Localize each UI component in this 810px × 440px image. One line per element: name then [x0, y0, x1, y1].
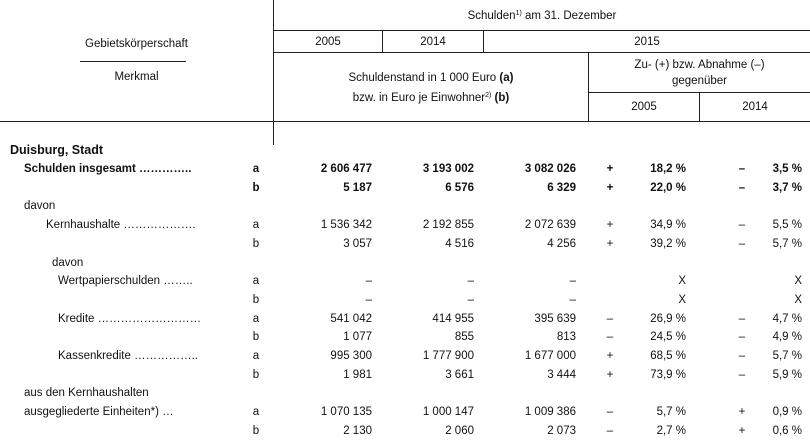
cell-2015: – [569, 275, 576, 287]
sign-vs-2005: + [606, 350, 614, 362]
row-indicator: b [252, 369, 260, 381]
pct-vs-2014: 0,9 % [772, 406, 802, 418]
sign-vs-2014: – [738, 313, 746, 325]
row-indicator: a [252, 219, 260, 231]
header-cmp-2005: 2005 [631, 101, 657, 113]
sign-vs-2014: – [738, 219, 746, 231]
header-rule [273, 52, 810, 53]
header-debt-title [274, 9, 810, 23]
pct-vs-2005: 39,2 % [650, 238, 686, 250]
cell-2014: – [467, 275, 474, 287]
sign-vs-2005: – [606, 425, 614, 437]
cell-2015: 1 677 000 [524, 350, 576, 362]
pct-vs-2014: 5,7 % [772, 238, 802, 250]
header-stand-line1 [274, 71, 588, 85]
pct-vs-2005: 18,2 % [650, 163, 686, 175]
cell-2005: 2 130 [343, 425, 372, 437]
cell-2005: 1 981 [343, 369, 372, 381]
cell-2005: 5 187 [343, 182, 372, 194]
pct-vs-2014: X [794, 294, 802, 306]
sign-vs-2014: – [738, 163, 746, 175]
row-indicator: b [252, 238, 260, 250]
row-label: Kassenkredite …………….. [58, 350, 198, 362]
cell-2014: 3 661 [445, 369, 474, 381]
pct-vs-2014: 0,6 % [772, 425, 802, 437]
pct-vs-2005: 34,9 % [650, 219, 686, 231]
cell-2005: 995 300 [330, 350, 372, 362]
pct-vs-2014: 4,7 % [772, 313, 802, 325]
cell-2005: 1 536 342 [320, 219, 372, 231]
footnote-marker: 1) [515, 10, 522, 17]
cell-2014: 2 060 [445, 425, 474, 437]
pct-vs-2005: 68,5 % [650, 350, 686, 362]
row-indicator: a [252, 406, 260, 418]
header-debt-rest: am 31. Dezember [521, 10, 617, 22]
pct-vs-2014: 4,9 % [772, 331, 802, 343]
header-merkmal: Merkmal [114, 71, 159, 83]
header-rule [273, 30, 810, 31]
header-year-2014: 2014 [420, 36, 446, 48]
cell-2015: – [569, 294, 576, 306]
cell-2005: 1 070 135 [320, 406, 372, 418]
cell-2014: 855 [454, 331, 474, 343]
row-label: Kernhaushalte ………………. [46, 219, 196, 231]
cell-2005: 541 042 [330, 313, 372, 325]
row-indicator: b [252, 294, 260, 306]
pct-vs-2005: X [678, 275, 686, 287]
cell-2014: 1 000 147 [422, 406, 474, 418]
row-label: Schulden insgesamt ………….. [24, 163, 192, 175]
pct-vs-2005: 73,9 % [650, 369, 686, 381]
cell-2015: 1 009 386 [524, 406, 576, 418]
cell-2014: 1 777 900 [422, 350, 474, 362]
stand-b: (b) [491, 92, 510, 104]
header-change-line1: Zu- (+) bzw. Abnahme (–) [634, 59, 765, 71]
pct-vs-2014: X [794, 275, 802, 287]
cell-2014: 4 516 [445, 238, 474, 250]
header-rule [0, 121, 810, 122]
header-year-2015: 2015 [634, 36, 660, 48]
row-label: davon [52, 257, 84, 269]
sign-vs-2005: – [606, 331, 614, 343]
header-stand-line2 [274, 91, 588, 105]
cell-2014: 3 193 002 [422, 163, 474, 175]
pct-vs-2014: 3,5 % [772, 163, 802, 175]
pct-vs-2014: 5,5 % [772, 219, 802, 231]
row-label: ausgegliederte Einheiten*) … [24, 406, 174, 418]
sign-vs-2005: + [606, 369, 614, 381]
pct-vs-2005: 26,9 % [650, 313, 686, 325]
sign-vs-2014: – [738, 238, 746, 250]
row-label: Wertpapierschulden …….. [58, 275, 193, 287]
sign-vs-2014: – [738, 369, 746, 381]
stand-text: Schuldenstand in 1 000 Euro [348, 72, 500, 84]
cell-2015: 2 072 639 [524, 219, 576, 231]
sign-vs-2014: – [738, 182, 746, 194]
pct-vs-2005: 22,0 % [650, 182, 686, 194]
sign-vs-2005: + [606, 182, 614, 194]
header-year-2005: 2005 [315, 36, 341, 48]
footnote-marker-2: 2) [485, 92, 492, 99]
sign-vs-2005: + [606, 238, 614, 250]
sign-vs-2005: + [606, 163, 614, 175]
sign-vs-2014: + [738, 425, 746, 437]
pct-vs-2005: X [678, 294, 686, 306]
row-label: davon [24, 200, 56, 212]
sign-vs-2014: + [738, 406, 746, 418]
header-change-line2: gegenüber [672, 75, 727, 87]
cell-2015: 2 073 [547, 425, 576, 437]
row-indicator: b [252, 182, 260, 194]
sign-vs-2005: + [606, 219, 614, 231]
cell-2005: 3 057 [343, 238, 372, 250]
row-indicator: a [252, 313, 260, 325]
pct-vs-2005: 5,7 % [656, 406, 686, 418]
cell-2005: 2 606 477 [320, 163, 372, 175]
cell-2015: 813 [556, 331, 576, 343]
pct-vs-2014: 3,7 % [772, 182, 802, 194]
row-label: Kredite ……………………… [58, 313, 202, 325]
stub-separator [80, 61, 186, 62]
pct-vs-2005: 2,7 % [656, 425, 686, 437]
sign-vs-2014: – [738, 331, 746, 343]
cell-2005: 1 077 [343, 331, 372, 343]
cell-2014: 6 576 [445, 182, 474, 194]
cell-2015: 3 082 026 [524, 163, 576, 175]
header-debt-word: Schulden [467, 10, 516, 22]
header-gebiet: Gebietskörperschaft [85, 38, 188, 50]
cell-2005: – [365, 294, 372, 306]
pct-vs-2005: 24,5 % [650, 331, 686, 343]
cell-2014: 2 192 855 [422, 219, 474, 231]
row-indicator: a [252, 275, 260, 287]
row-indicator: a [252, 350, 260, 362]
cell-2015: 395 639 [534, 313, 576, 325]
stand-text2: bzw. in Euro je Einwohner [352, 92, 486, 104]
region-title: Duisburg, Stadt [10, 143, 104, 157]
pct-vs-2014: 5,7 % [772, 350, 802, 362]
row-indicator: a [252, 163, 260, 175]
stand-a: (a) [499, 72, 514, 84]
cell-2014: 414 955 [432, 313, 474, 325]
cell-2015: 4 256 [547, 238, 576, 250]
cell-2015: 6 329 [547, 182, 576, 194]
row-indicator: b [252, 331, 260, 343]
sign-vs-2014: – [738, 350, 746, 362]
pct-vs-2014: 5,9 % [772, 369, 802, 381]
row-indicator: b [252, 425, 260, 437]
cell-2014: – [467, 294, 474, 306]
cell-2015: 3 444 [547, 369, 576, 381]
sign-vs-2005: – [606, 313, 614, 325]
sign-vs-2005: – [606, 406, 614, 418]
cell-2005: – [365, 275, 372, 287]
row-label: aus den Kernhaushalten [24, 387, 149, 399]
header-cmp-2014: 2014 [742, 101, 768, 113]
